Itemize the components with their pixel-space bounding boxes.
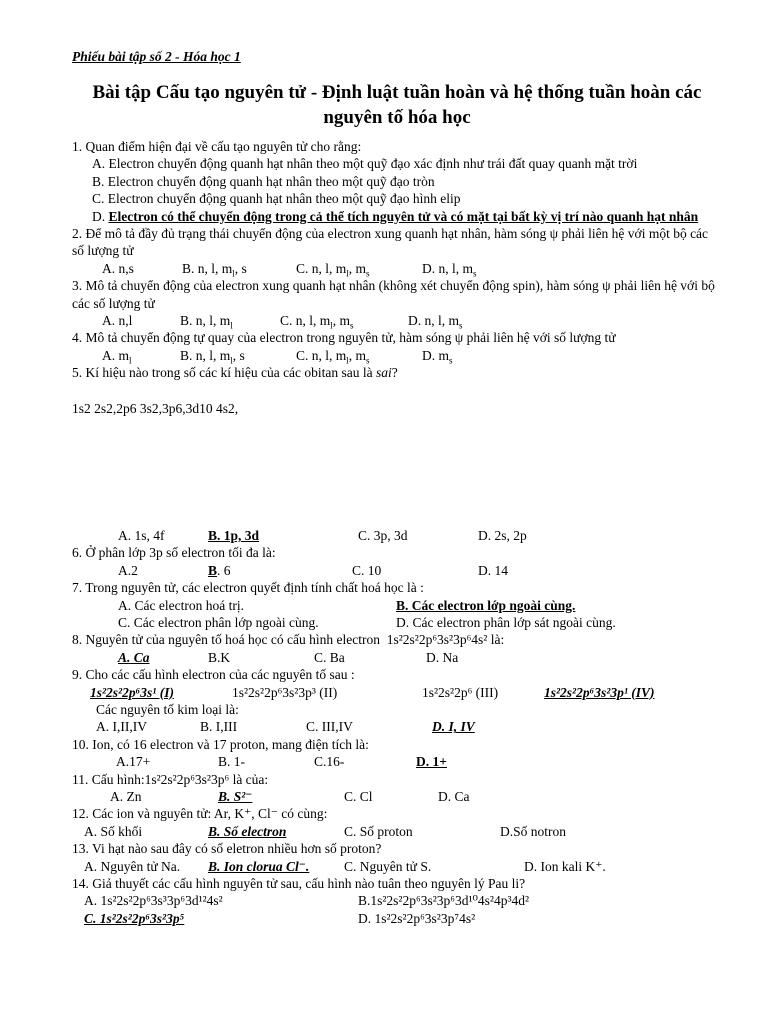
question-4 (72, 329, 722, 364)
question-1-option-d (72, 208, 722, 225)
sheet-label: Phiếu bài tập số 2 - Hóa học 1 (72, 49, 241, 64)
option-a: A. I,II,IV (96, 719, 147, 735)
question-8 (72, 631, 722, 666)
question-14-stem: 14. Giả thuyết các cấu hình nguyên tử sau, cấu hình nào tuân theo nguyên lý Pau li? (72, 876, 526, 891)
question-1-stem: 1. Quan điểm hiện đại về cấu tạo nguyên tử cho rằng: (72, 139, 362, 154)
option-a: A.2 (118, 562, 138, 578)
option-c: C.16- (314, 754, 345, 770)
question-5-options (72, 527, 722, 544)
correct-answer: Electron có thể chuyển động trong cả thể tích nguyên tử và có mặt tại bất kỳ vị trí nào quanh hạt nhân (108, 208, 699, 224)
option-c: C. Các electron phân lớp ngoài cùng. (118, 615, 319, 631)
option-d: D. n, l, $m_s$ (408, 313, 463, 331)
question-9-configs (72, 684, 722, 701)
option-d: D. 2s, 2p (478, 528, 527, 544)
correct-answer: B. 1p, 3d (208, 528, 260, 544)
option-c: C. Số proton (344, 823, 413, 839)
question-6 (72, 544, 722, 579)
question-3-stem: 3. Mô tả chuyển động của electron xung quanh hạt nhân (không xét chuyển động spin), hàm sóng ψ phải liên hệ với bộ các số lượng tử (72, 278, 715, 311)
question-12-options (72, 823, 722, 840)
question-13-stem: 13. Vi hạt nào sau đây có số eletron nhiều hơn số proton? (72, 841, 382, 857)
question-5-config: 1s2 2s2,2p6 3s2,3p6,3d10 4s2, (72, 400, 239, 416)
question-10-stem: 10. Ion, có 16 electron và 17 proton, mang điện tích là: (72, 736, 369, 752)
question-5 (72, 364, 722, 544)
question-11-stem: 11. Cấu hình:1s²2s²2p⁶3s²3p⁶ là của: (72, 771, 269, 787)
option-b: B. I,III (200, 719, 238, 735)
question-7-options-row1 (72, 597, 722, 614)
question-3-options (72, 312, 722, 329)
question-2-stem: 2. Để mô tả đầy đủ trạng thái chuyển động của electron xung quanh hạt nhân, hàm sóng ψ phải liên hệ với một bộ các số lượng tử (72, 226, 709, 259)
option-d: D. 14 (478, 562, 508, 578)
option-a: A. Nguyên tử Na. (84, 858, 181, 874)
option-a: A. 1s²2s²2p⁶3s³3p⁶3d¹²4s² (84, 893, 223, 909)
question-13-options (72, 858, 722, 875)
correct-answer: B (208, 562, 218, 578)
option-d: D. n, l, $m_s$ (422, 260, 477, 279)
option-c: C. n, l, $m_l$, $m_s$ (296, 260, 370, 279)
worksheet-page (72, 48, 722, 927)
option-b: B. 6 (208, 562, 231, 578)
option-c: C. Ba (314, 649, 345, 665)
question-1 (72, 138, 722, 225)
correct-answer: A. Ca (118, 649, 150, 665)
question-4-options (72, 347, 722, 364)
option-c: C. Cl (344, 789, 373, 805)
option-c: C. n, l, $m_l$, $m_s$ (280, 313, 354, 331)
question-10-options (72, 753, 722, 770)
option-b: B.K (208, 649, 231, 665)
option-a: A. 1s, 4f (118, 528, 165, 544)
question-8-stem: 8. Nguyên tử của nguyên tố hoá học có cấu hình electron 1s²2s²2p⁶3s²3p⁶4s² là: (72, 632, 505, 648)
blank-space (72, 417, 722, 527)
config-iv: 1s²2s²2p⁶3s²3p¹ (IV) (544, 684, 655, 700)
option-a: A. Các electron hoá trị. (118, 597, 244, 613)
question-1-option-a: A. Electron chuyển động quanh hạt nhân theo một quỹ đạo xác định như trái đất quay quanh mặt trời (92, 156, 638, 172)
option-d: D. Các electron phân lớp sát ngoài cùng. (396, 615, 616, 631)
option-b: B. n, l, $m_l$, s (182, 260, 247, 279)
question-7-stem: 7. Trong nguyên tử, các electron quyết định tính chất hoá học là : (72, 580, 424, 596)
option-c: C. 10 (352, 562, 382, 578)
question-6-stem: 6. Ở phân lớp 3p số electron tối đa là: (72, 545, 276, 561)
option-b: B.1s²2s²2p⁶3s²3p⁶3d¹⁰4s²4p³4d² (358, 893, 530, 909)
config-formula: 1s²2s²2p⁶3s²3p⁶4s² (386, 632, 488, 648)
question-6-options (72, 562, 722, 579)
option-c: C. III,IV (306, 719, 353, 735)
config-i: 1s²2s²2p⁶3s¹ (I) (90, 684, 174, 700)
option-a: A. n,l (102, 313, 133, 329)
option-d: D. 1s²2s²2p⁶3s²3p⁷4s² (358, 910, 476, 926)
question-4-stem: 4. Mô tả chuyển động tự quay của electron trong nguyên tử, hàm sóng ψ phải liên hệ với số lượng tử (72, 330, 616, 346)
option-d: D. Ion kali K⁺. (524, 858, 606, 874)
question-7-options-row2 (72, 614, 722, 631)
config-iii: 1s²2s²2p⁶ (III) (422, 684, 499, 700)
question-11 (72, 771, 722, 806)
option-a: A. n,s (102, 260, 134, 276)
option-a: A. $m_l$ (102, 347, 132, 366)
option-b: B. n, l, $m_l$, s (180, 347, 245, 366)
question-2-options (72, 260, 722, 277)
option-b: B. n, l, $m_l$ (180, 313, 233, 331)
option-a: A. Số khối (84, 823, 143, 839)
question-11-options (72, 788, 722, 805)
option-d: D. $m_s$ (422, 347, 453, 366)
question-9-sub-stem: Các nguyên tố kim loại là: (96, 702, 239, 718)
question-14-options-row1 (72, 892, 722, 909)
option-d: D.Số notron (500, 823, 567, 839)
option-d-prefix: D. (92, 208, 109, 224)
question-2 (72, 225, 722, 277)
option-b: B. 1- (218, 754, 245, 770)
correct-answer: D. 1+ (416, 754, 447, 770)
question-9 (72, 666, 722, 736)
option-c: C. Nguyên tử S. (344, 858, 432, 874)
page-title: Bài tập Cấu tạo nguyên tử - Định luật tuần hoàn và hệ thống tuần hoàn các nguyên tố hóa học (92, 82, 702, 128)
correct-answer: B. Ion clorua Cl⁻. (208, 858, 310, 874)
question-14-options-row2 (72, 910, 722, 927)
option-a: A. Zn (110, 789, 142, 805)
question-13 (72, 840, 722, 875)
option-d: D. Ca (438, 789, 470, 805)
question-12-stem: 12. Các ion và nguyên tử: Ar, K⁺, Cl⁻ có cùng: (72, 806, 328, 822)
correct-answer: B. Số electron (208, 823, 287, 839)
option-a: A.17+ (116, 754, 151, 770)
question-14 (72, 875, 722, 927)
correct-answer: B. S²⁻ (218, 789, 253, 805)
option-d: D. Na (426, 649, 459, 665)
question-3 (72, 277, 722, 329)
option-c: C. 3p, 3d (358, 528, 408, 544)
correct-answer: D. I, IV (432, 719, 475, 735)
correct-answer: B. Các electron lớp ngoài cùng. (396, 597, 576, 613)
question-9-options (72, 718, 722, 735)
question-8-options (72, 649, 722, 666)
option-c: C. n, l, $m_l$, $m_s$ (296, 347, 370, 366)
question-5-stem: 5. Kí hiệu nào trong số các kí hiệu của các obitan sau là sai? (72, 365, 398, 381)
question-7 (72, 579, 722, 631)
correct-answer: C. 1s²2s²2p⁶3s²3p⁵ (84, 910, 185, 926)
config-ii: 1s²2s²2p⁶3s²3p³ (II) (232, 684, 338, 700)
question-12 (72, 805, 722, 840)
question-9-stem: 9. Cho các cấu hình electron của các nguyên tố sau : (72, 667, 355, 683)
question-1-option-b: B. Electron chuyển động quanh hạt nhân theo một quỹ đạo tròn (92, 173, 435, 189)
question-10 (72, 736, 722, 771)
question-1-option-c: C. Electron chuyển động quanh hạt nhân theo một quỹ đạo hình elip (92, 191, 461, 207)
